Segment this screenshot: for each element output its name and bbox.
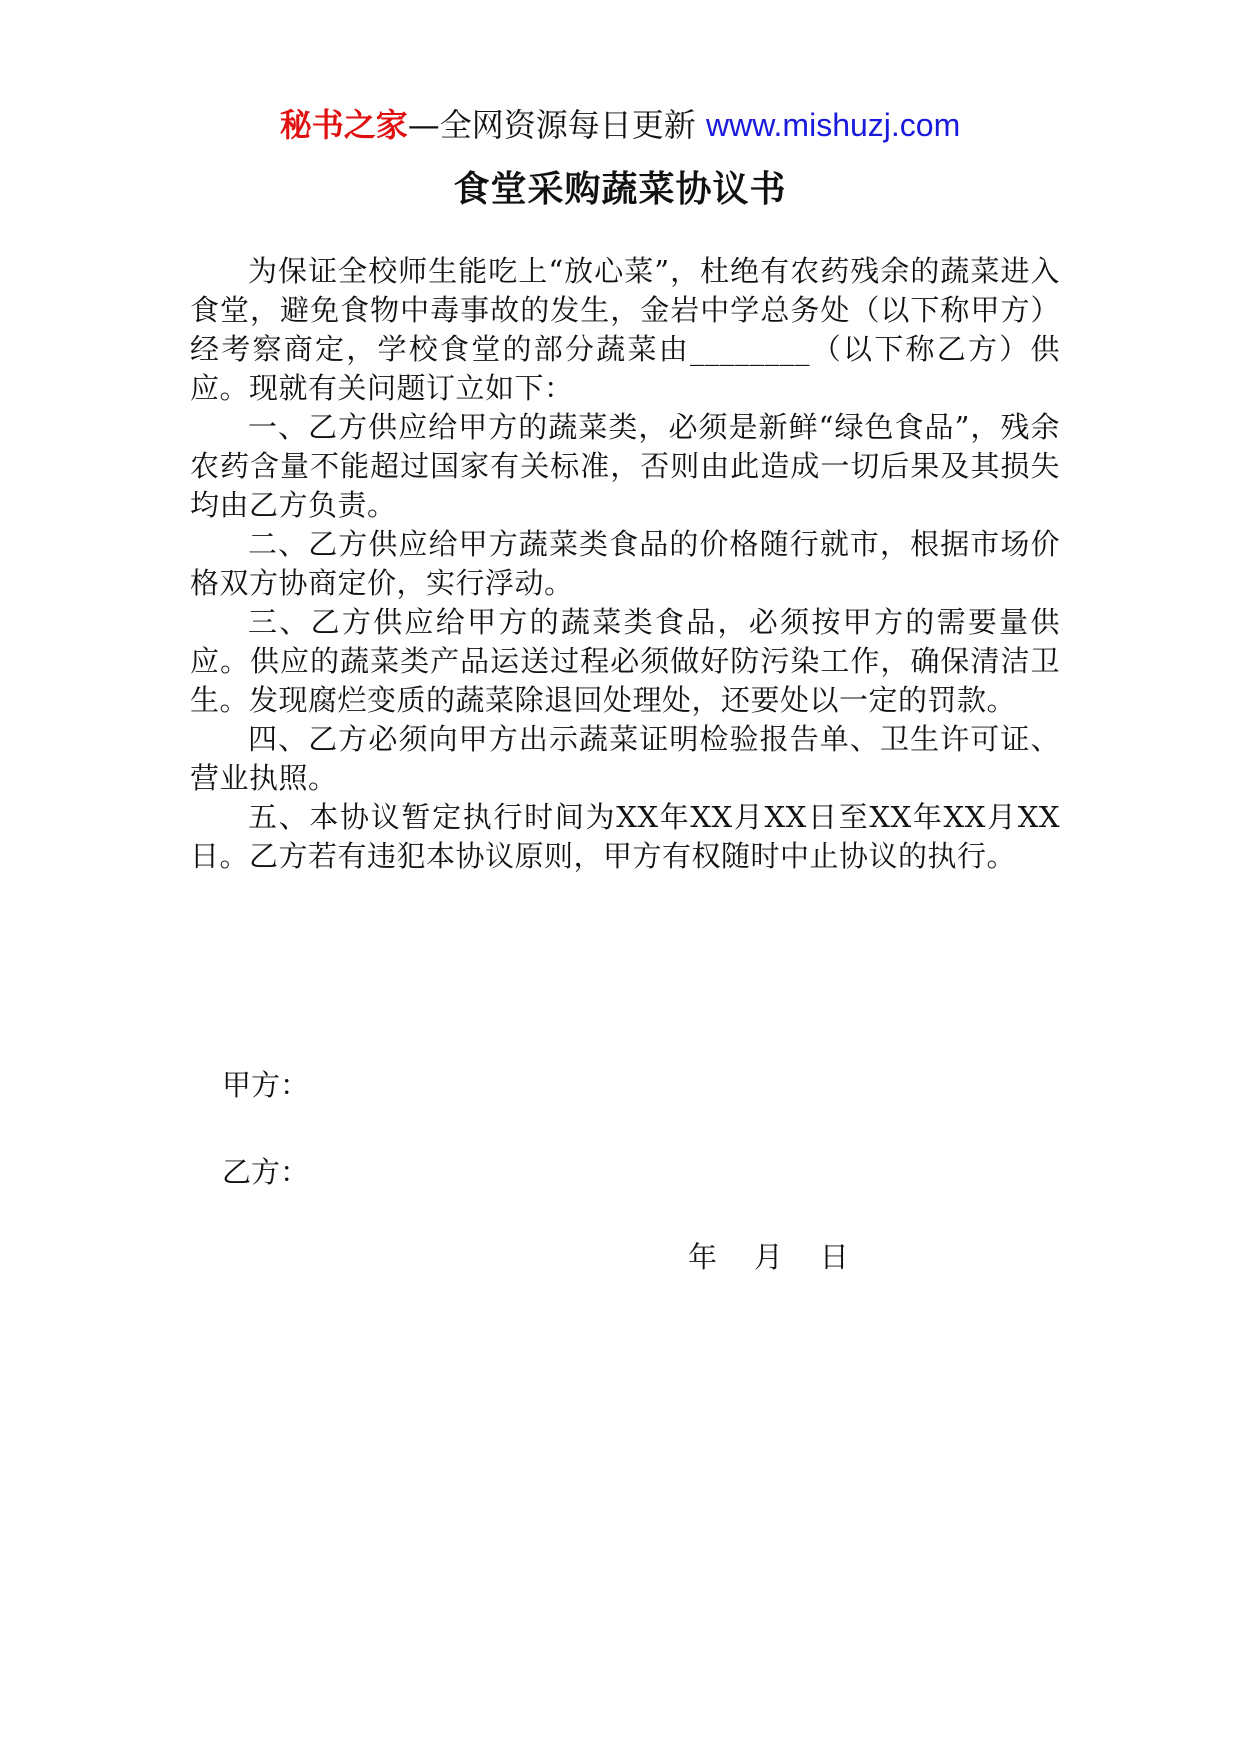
website-url[interactable]: www.mishuzj.com: [705, 107, 961, 143]
agreement-body: [190, 252, 1060, 876]
clause-3: 三、乙方供应给甲方的蔬菜类食品，必须按甲方的需要量供应。供应的蔬菜类产品运送过程必须做好防污染工作，确保清洁卫生。发现腐烂变质的蔬菜除退回处理处，还要处以一定的罚款。: [190, 605, 1060, 717]
clause-1: 一、乙方供应给甲方的蔬菜类，必须是新鲜“绿色食品”，残余农药含量不能超过国家有关标准，否则由此造成一切后果及其损失均由乙方负责。: [190, 410, 1060, 522]
clause-4: 四、乙方必须向甲方出示蔬菜证明检验报告单、卫生许可证、营业执照。: [190, 722, 1060, 795]
clause-5: 五、本协议暂定执行时间为XX年XX月XX日至XX年XX月XX日。乙方若有违犯本协议原则，甲方有权随时中止协议的执行。: [190, 800, 1060, 873]
date-line: 年 月 日: [688, 1240, 849, 1274]
clause-2: 二、乙方供应给甲方蔬菜类食品的价格随行就市，根据市场价格双方协商定价，实行浮动。: [190, 527, 1060, 600]
site-header: [0, 100, 1240, 150]
header-slogan: —全网资源每日更新: [407, 106, 696, 144]
party-b-signature: 乙方：: [222, 1155, 310, 1189]
brand-name: 秘书之家: [279, 106, 408, 144]
document-title: 食堂采购蔬菜协议书: [453, 169, 787, 210]
intro-paragraph: 为保证全校师生能吃上“放心菜”，杜绝有农药残余的蔬菜进入食堂，避免食物中毒事故的发生，金岩中学总务处（以下称甲方）经考察商定，学校食堂的部分蔬菜由________（以下称乙方）供应。现就有关问题订立如下：: [190, 254, 1060, 405]
party-a-signature: 甲方：: [222, 1068, 310, 1102]
